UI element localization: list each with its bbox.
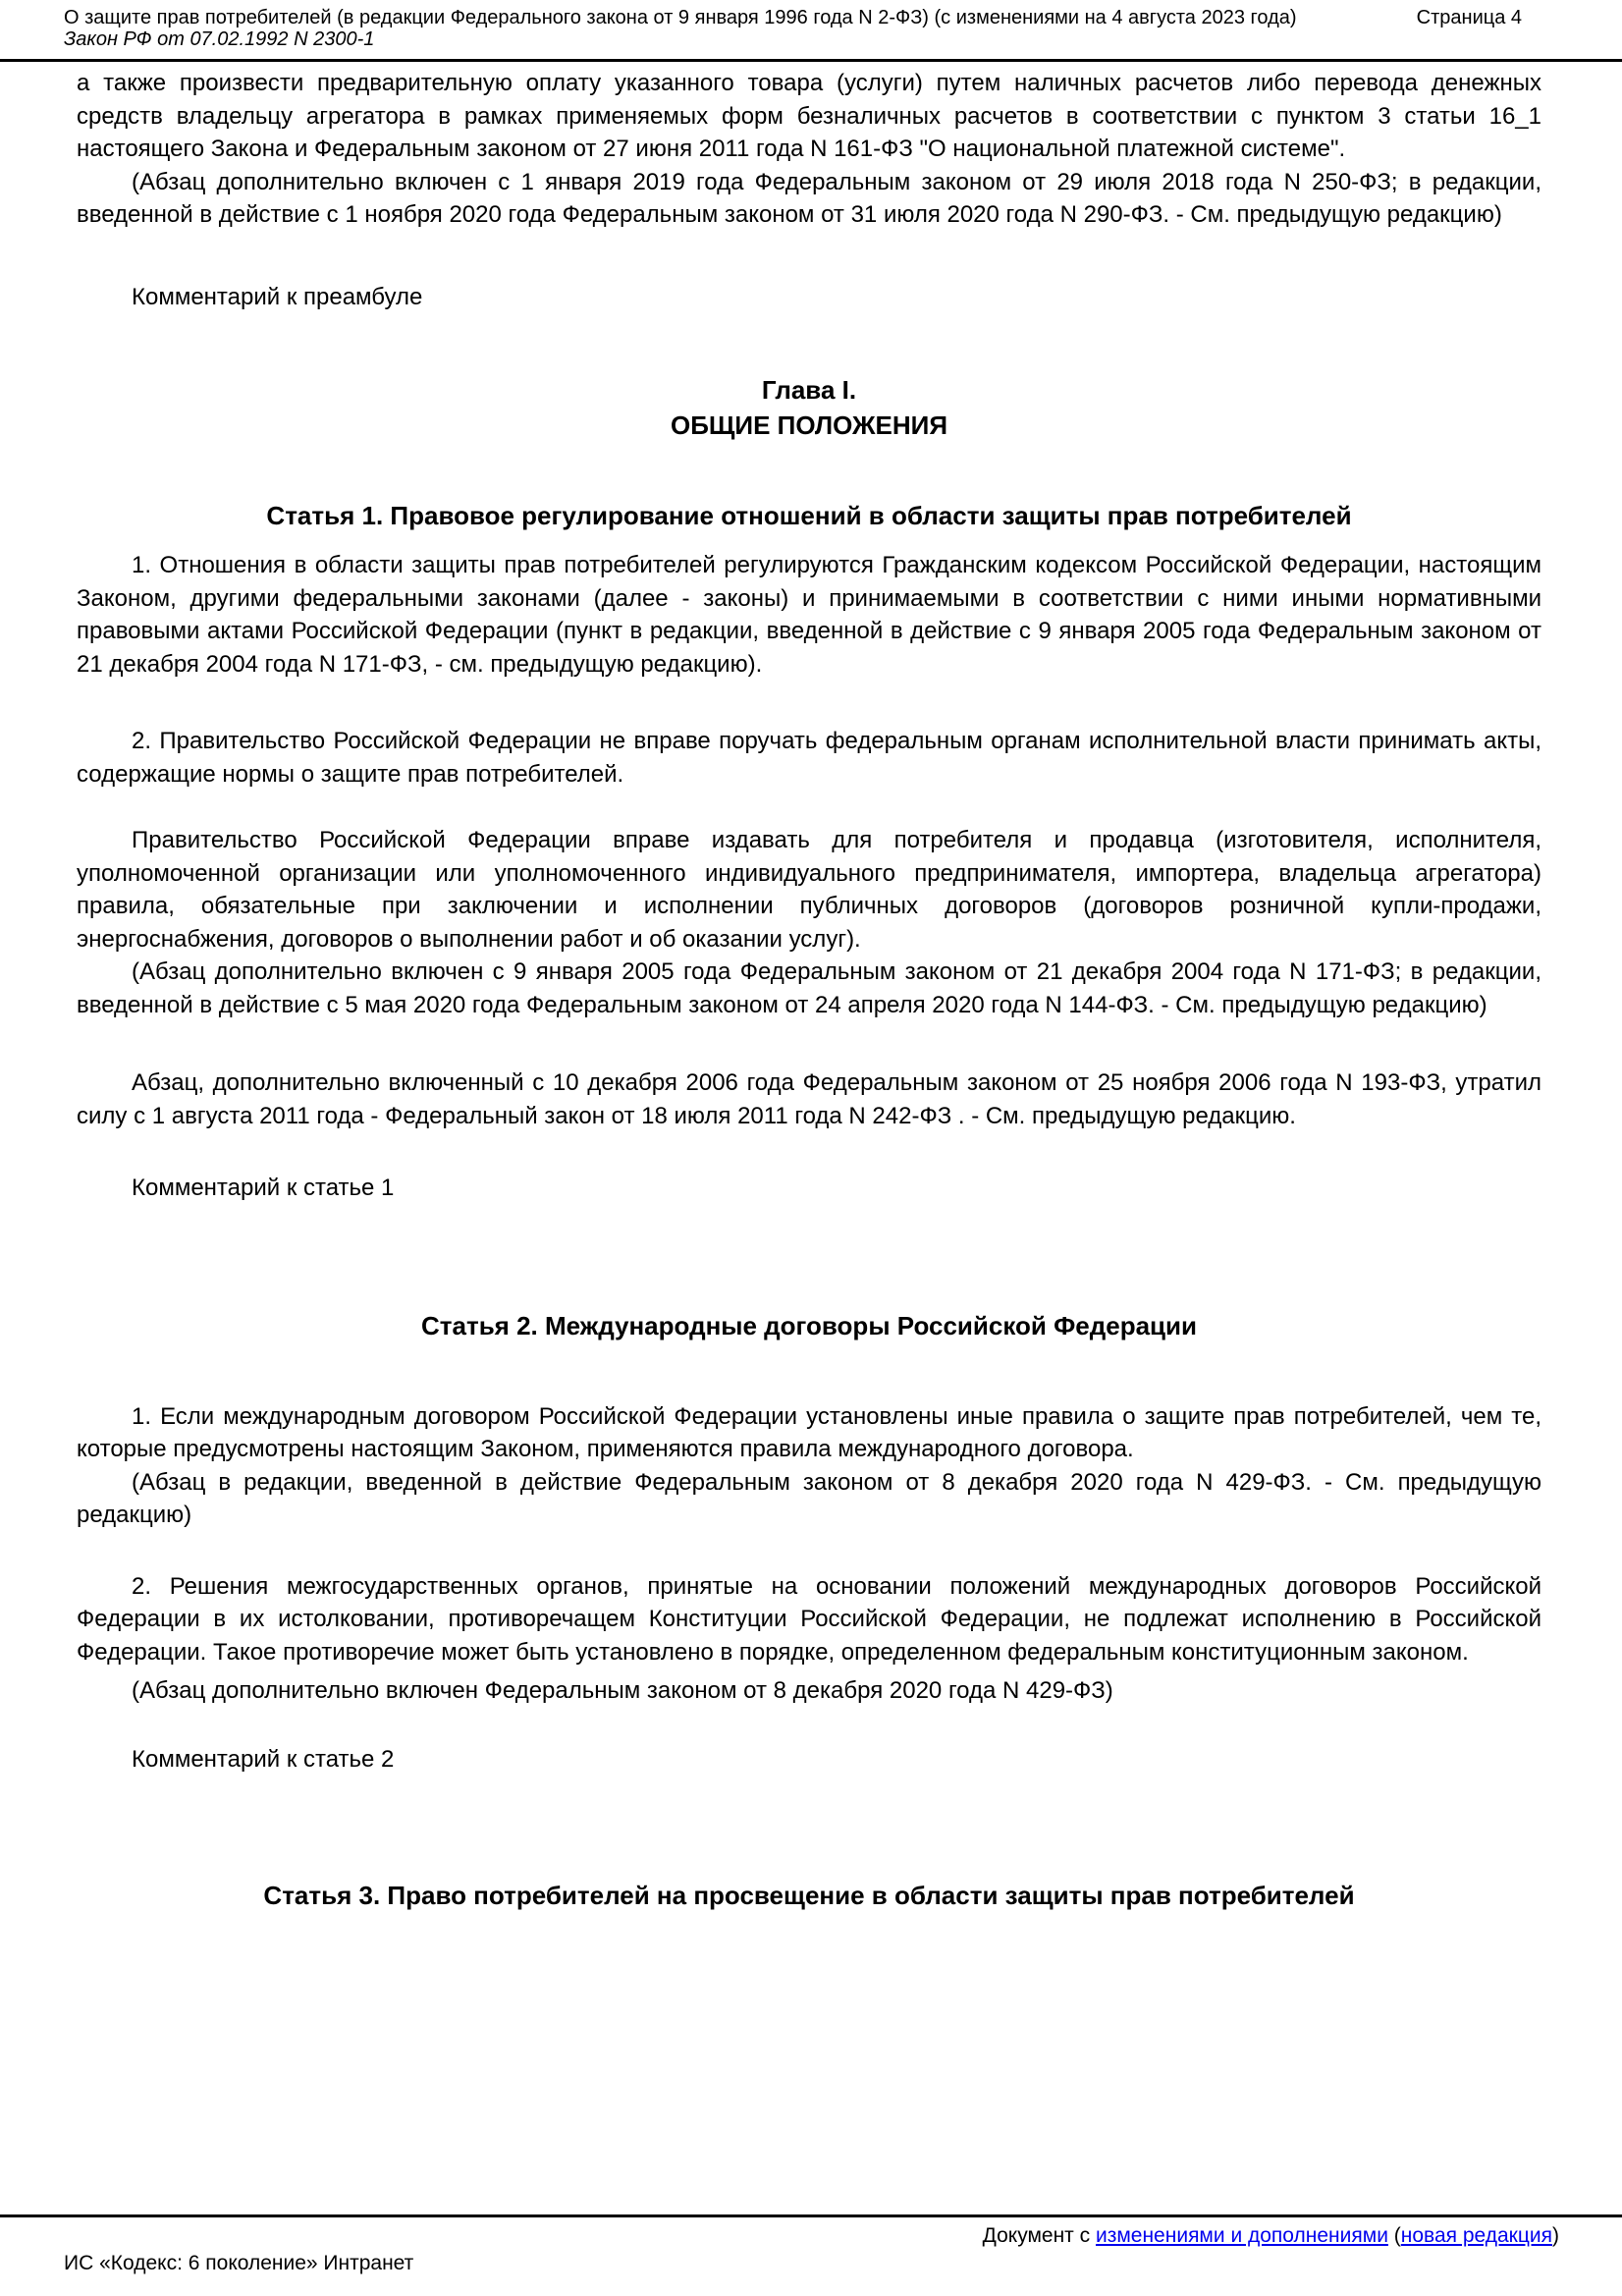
editorial-note: (Абзац дополнительно включен с 9 января 2005 года Федеральным законом от 21 декабря 2004 года N 171-ФЗ; в редакции, введенной в действие с 5 мая 2020 года Федеральным законом от 24 апреля 2020 года N 144-ФЗ. - См. предыдущую редакцию)	[77, 958, 1541, 1018]
body-paragraph: 2. Решения межгосударственных органов, принятые на основании положений международных договоров Российской Федерации в их истолковании, противоречащем Конституции Российской Федерации, не подлежат исполнению в Российской Федерации. Такое противоречие может быть установлено в порядке, определенном федеральным конституционным законом.	[77, 1572, 1541, 1666]
body-paragraph: 2. Правительство Российской Федерации не вправе поручать федеральным органам исполнительной власти принимать акты, содержащие нормы о защите прав потребителей.	[77, 728, 1541, 788]
open-paren-text: (	[1393, 2224, 1401, 2247]
source-system-label: ИС «Кодекс: 6 поколение» Интранет	[64, 2252, 414, 2274]
page-footer	[0, 2217, 1622, 2296]
chapter-heading: Глава I.	[761, 375, 857, 405]
new-edition-link[interactable]: новая редакция	[1400, 2224, 1552, 2247]
document-title: О защите прав потребителей (в редакции Федерального закона от 9 января 1996 года N 2-ФЗ) (с изменениями на 4 августа 2023 года)	[64, 7, 1297, 28]
body-paragraph: Абзац, дополнительно включенный с 10 декабря 2006 года Федеральным законом от 25 ноября 2006 года N 193-ФЗ, утратил силу с 1 августа 2011 года - Федеральный закон от 18 июля 2011 года N 242-ФЗ . - См. предыдущую редакцию.	[77, 1069, 1541, 1129]
body-paragraph: 1. Если международным договором Российской Федерации установлены иные правила о защите прав потребителей, чем те, которые предусмотрены настоящим Законом, применяются правила международного договора.	[77, 1402, 1541, 1462]
document-body	[0, 62, 1622, 2206]
changes-and-additions-link[interactable]: изменениями и дополнениями	[1095, 2224, 1388, 2247]
comment-preamble: Комментарий к преамбуле	[132, 283, 423, 310]
editorial-note: (Абзац дополнительно включен с 1 января 2019 года Федеральным законом от 29 июля 2018 года N 250-ФЗ; в редакции, введенной в действие с 1 ноября 2020 года Федеральным законом от 31 июля 2020 года N 290-ФЗ. - См. предыдущую редакцию)	[77, 168, 1541, 228]
document-version-line	[64, 2223, 1559, 2249]
document-subtitle: Закон РФ от 07.02.1992 N 2300-1	[64, 28, 375, 50]
footer-prefix-text: Документ с	[982, 2224, 1091, 2247]
article-3-heading: Статья 3. Право потребителей на просвещение в области защиты прав потребителей	[263, 1881, 1355, 1910]
body-paragraph: Правительство Российской Федерации вправе издавать для потребителя и продавца (изготовителя, исполнителя, уполномоченной организации или уполномоченного индивидуального предпринимателя, импортера, владельца агрегатора) правила, обязательные при заключении и исполнении публичных договоров (договоров розничной купли-продажи, энергоснабжения, договоров о выполнении работ и об оказании услуг).	[77, 827, 1541, 953]
close-paren-text: )	[1552, 2224, 1559, 2247]
body-paragraph: 1. Отношения в области защиты прав потребителей регулируются Гражданским кодексом Российской Федерации, настоящим Законом, другими федеральными законами (далее - законы) и принимаемыми в соответствии с ними иными нормативными правовыми актами Российской Федерации (пункт в редакции, введенной в действие с 9 января 2005 года Федеральным законом от 21 декабря 2004 года N 171-ФЗ, - см. предыдущую редакцию).	[77, 552, 1541, 678]
article-2-heading: Статья 2. Международные договоры Российской Федерации	[421, 1310, 1197, 1340]
editorial-note: (Абзац дополнительно включен Федеральным законом от 8 декабря 2020 года N 429-ФЗ)	[132, 1677, 1113, 1704]
editorial-note: (Абзац в редакции, введенной в действие Федеральным законом от 8 декабря 2020 года N 429-ФЗ. - См. предыдущую редакцию)	[77, 1468, 1541, 1528]
page-header	[0, 0, 1622, 50]
chapter-subheading: ОБЩИЕ ПОЛОЖЕНИЯ	[670, 410, 948, 440]
body-paragraph: а также произвести предварительную оплату указанного товара (услуги) путем наличных расчетов либо перевода денежных средств владельцу агрегатора в рамках применяемых форм безналичных расчетов в соответствии с пунктом 3 статьи 16_1 настоящего Закона и Федеральным законом от 27 июня 2011 года N 161-ФЗ "О национальной платежной системе".	[77, 70, 1541, 162]
comment-article-1: Комментарий к статье 1	[132, 1175, 395, 1201]
article-1-heading: Статья 1. Правовое регулирование отношений в области защиты прав потребителей	[266, 501, 1352, 530]
page-number: Страница 4	[1416, 7, 1522, 28]
comment-article-2: Комментарий к статье 2	[132, 1745, 395, 1773]
